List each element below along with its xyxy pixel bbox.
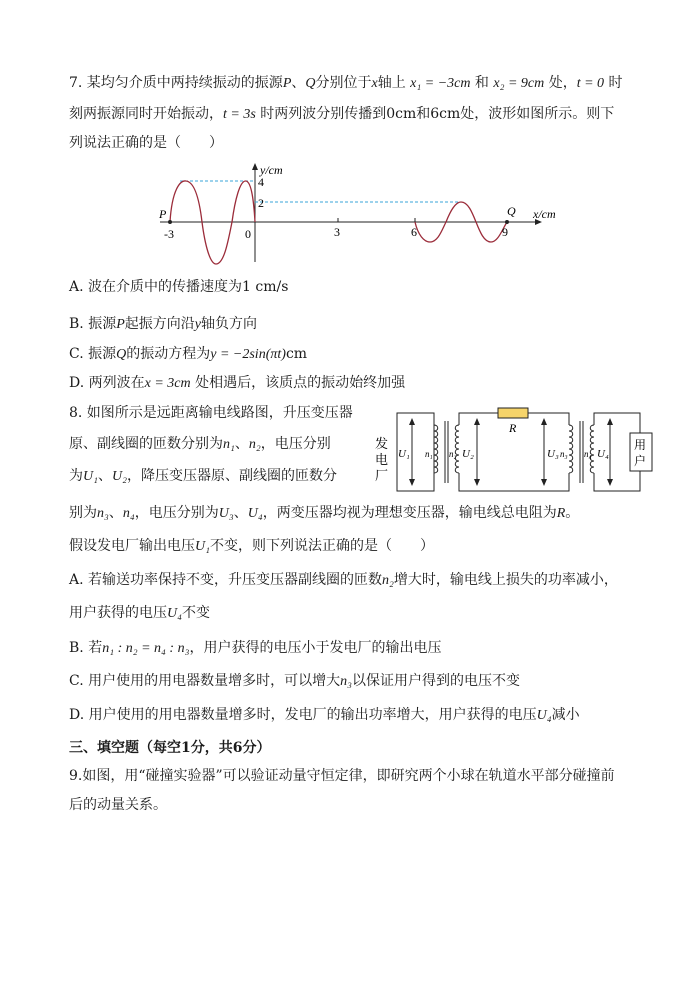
label-n2: n₂: [449, 449, 457, 459]
x-axis-label: x/cm: [533, 207, 556, 221]
label-n4: n₄: [584, 449, 592, 459]
q7-stem-line1: 7. 某均匀介质中两持续振动的振源P、Q分别位于x轴上 x₁ = −3cm 和 x₂ = 9cm 处，t = 0 时: [69, 75, 623, 91]
q7-stem-line3: 列说法正确的是（ ）: [69, 135, 223, 151]
step-up-primary-coil: [434, 425, 438, 473]
label-u1: U₁: [398, 448, 410, 460]
y-tick-4: 4: [258, 175, 264, 189]
q7-option-d: D. 两列波在x = 3cm 处相遇后，该质点的振动始终加强: [69, 375, 406, 391]
y-axis-arrow-icon: [252, 163, 258, 170]
q7-option-b: B. 振源P起振方向沿y轴负方向: [69, 316, 257, 332]
q7-stem-line2: 刻两振源同时开始振动，t = 3s 时两列波分别传播到0cm和6cm处，波形如图所示。则下: [69, 106, 615, 122]
label-q: Q: [507, 204, 516, 218]
x-tick-3: 3: [334, 225, 340, 239]
u2-arrow-up-icon: [474, 418, 480, 425]
u4-arrow-up-icon: [607, 418, 613, 425]
q8-option-d: D. 用户使用的用电器数量增多时，发电厂的输出功率增大，用户获得的电压U₄减小: [69, 707, 580, 723]
label-u4: U₄: [597, 448, 609, 460]
u3-arrow-up-icon: [541, 418, 547, 425]
source-p-dot: [168, 220, 172, 224]
label-n3: n₃: [560, 449, 568, 459]
u3-arrow-down-icon: [541, 479, 547, 486]
user-loop-bottom: [594, 471, 640, 491]
q7-option-a: A. 波在介质中的传播速度为1 cm/s: [69, 279, 289, 295]
u1-arrow-up-icon: [409, 418, 415, 425]
label-plant-2: 电: [375, 452, 389, 467]
q8-stem-line5: 假设发电厂输出电压U₁不变，则下列说法正确的是（ ）: [69, 538, 434, 554]
label-user-1: 用: [634, 438, 647, 452]
user-loop-top: [594, 413, 640, 433]
u4-arrow-down-icon: [607, 479, 613, 486]
q8-circuit-diagram: [370, 403, 670, 498]
step-down-primary-coil: [569, 425, 573, 473]
q8-option-b: B. 若n₁ : n₂ = n₄ : n₃，用户获得的电压小于发电厂的输出电压: [69, 640, 442, 656]
q8-stem-line2: 原、副线圈的匝数分别为n₁、n₂，电压分别: [69, 436, 331, 452]
q7-wave-graph: [150, 160, 570, 275]
q8-option-a-line2: 用户获得的电压U₄不变: [69, 605, 210, 621]
u2-arrow-down-icon: [474, 479, 480, 486]
q8-stem-line3: 为U₁、U₂，降压变压器原、副线圈的匝数分: [69, 468, 337, 484]
q7-option-c: C. 振源Q的振动方程为y = −2sin(πt)cm: [69, 346, 308, 362]
y-axis-label: y/cm: [260, 163, 283, 177]
x-tick-0: 0: [245, 227, 251, 241]
q8-stem-line1: 8. 如图所示是远距离输电线路图，升压变压器: [69, 405, 353, 421]
q8-option-a-line1: A. 若输送功率保持不变，升压变压器副线圈的匝数n₂增大时，输电线上损失的功率减小，: [69, 572, 618, 588]
label-u3: U₃: [547, 448, 559, 460]
label-plant-1: 发: [375, 436, 389, 451]
q8-option-c: C. 用户使用的用电器数量增多时，可以增大n₃以保证用户得到的电压不变: [69, 673, 520, 689]
y-tick-2: 2: [258, 196, 264, 210]
label-user-2: 户: [634, 454, 647, 468]
q9-stem-line2: 后的动量关系。: [69, 797, 167, 813]
x-tick-neg3: -3: [164, 227, 174, 241]
label-n1: n₁: [425, 449, 433, 459]
label-plant-3: 厂: [375, 468, 389, 483]
u1-arrow-down-icon: [409, 479, 415, 486]
x-tick-6: 6: [411, 225, 417, 239]
label-u2: U₂: [462, 448, 474, 460]
x-tick-9: 9: [502, 225, 508, 239]
label-p: P: [159, 207, 167, 221]
label-r: R: [509, 421, 517, 435]
q9-stem-line1: 9.如图，用“碰撞实验器”可以验证动量守恒定律，即研究两个小球在轨道水平部分碰撞前: [69, 768, 615, 784]
q8-stem-line4: 别为n₃、n₄，电压分别为U₃、U₄，两变压器均视为理想变压器，输电线总电阻为R。: [69, 505, 580, 521]
source-q-dot: [505, 220, 509, 224]
line-resistor: [498, 408, 528, 418]
section-title: 三、填空题（每空1分，共6分）: [69, 740, 271, 756]
